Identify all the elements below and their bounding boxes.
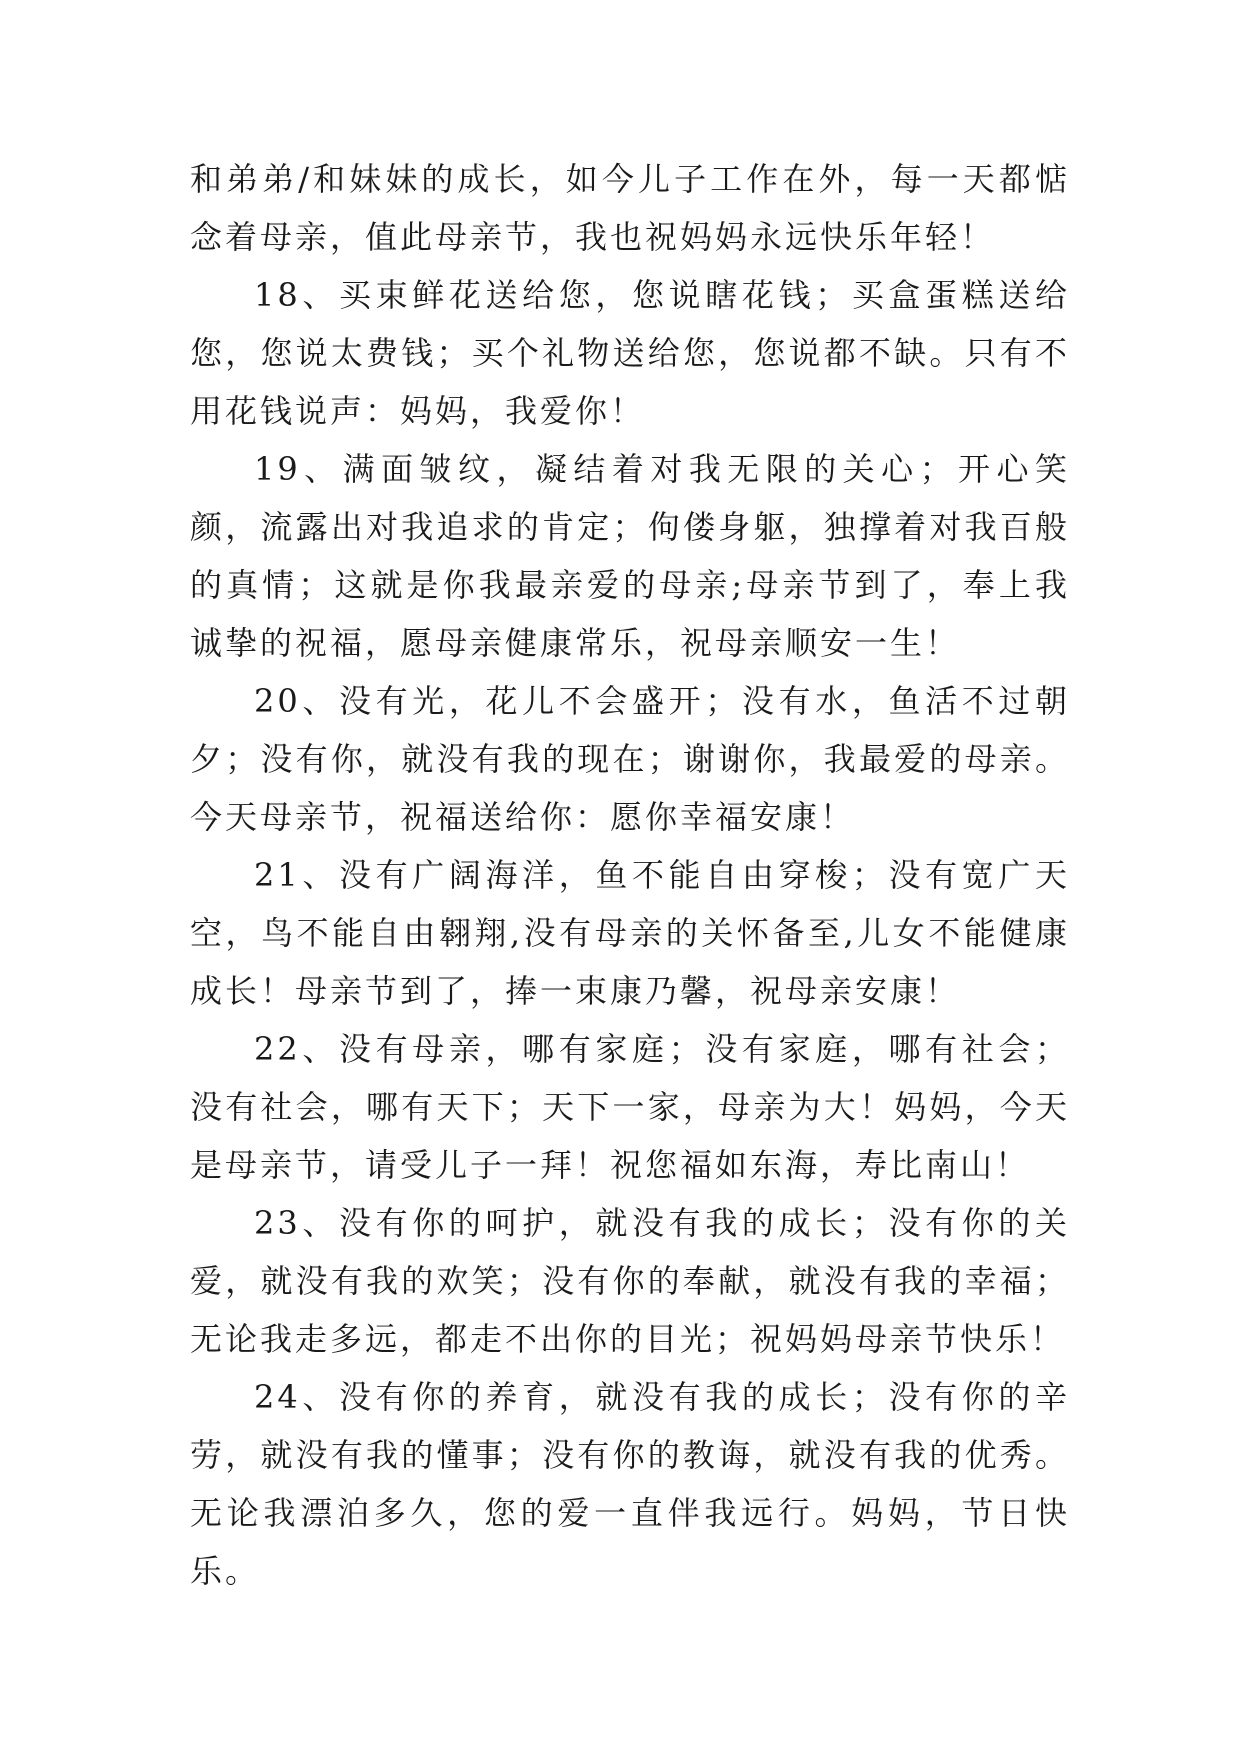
paragraph-continuation: 和弟弟/和妹妹的成长，如今儿子工作在外，每一天都惦念着母亲，值此母亲节，我也祝妈妈永远快乐年轻！ — [190, 160, 1070, 256]
paragraph-23: 23、没有你的呵护，就没有我的成长；没有你的关爱，就没有我的欢笑；没有你的奉献，就没有我的幸福；无论我走多远，都走不出你的目光；祝妈妈母亲节快乐！ — [190, 1204, 1070, 1358]
paragraph-20: 20、没有光，花儿不会盛开；没有水，鱼活不过朝夕；没有你，就没有我的现在；谢谢你，我最爱的母亲。今天母亲节，祝福送给你：愿你幸福安康！ — [190, 682, 1070, 836]
paragraph-19: 19、满面皱纹，凝结着对我无限的关心；开心笑颜，流露出对我追求的肯定；佝偻身躯，独撑着对我百般的真情；这就是你我最亲爱的母亲;母亲节到了，奉上我诚挚的祝福，愿母亲健康常乐，祝母亲顺安一生！ — [190, 450, 1070, 662]
document-body — [190, 150, 1070, 1600]
paragraph-24: 24、没有你的养育，就没有我的成长；没有你的辛劳，就没有我的懂事；没有你的教诲，就没有我的优秀。无论我漂泊多久，您的爱一直伴我远行。妈妈，节日快乐。 — [190, 1378, 1070, 1590]
paragraph-22: 22、没有母亲，哪有家庭；没有家庭，哪有社会；没有社会，哪有天下；天下一家，母亲为大！妈妈，今天是母亲节，请受儿子一拜！祝您福如东海，寿比南山！ — [190, 1030, 1070, 1184]
paragraph-21: 21、没有广阔海洋，鱼不能自由穿梭；没有宽广天空，鸟不能自由翱翔,没有母亲的关怀备至,儿女不能健康成长！母亲节到了，捧一束康乃馨，祝母亲安康！ — [190, 856, 1070, 1010]
paragraph-18: 18、买束鲜花送给您，您说瞎花钱；买盒蛋糕送给您，您说太费钱；买个礼物送给您，您说都不缺。只有不用花钱说声：妈妈，我爱你！ — [190, 276, 1070, 430]
